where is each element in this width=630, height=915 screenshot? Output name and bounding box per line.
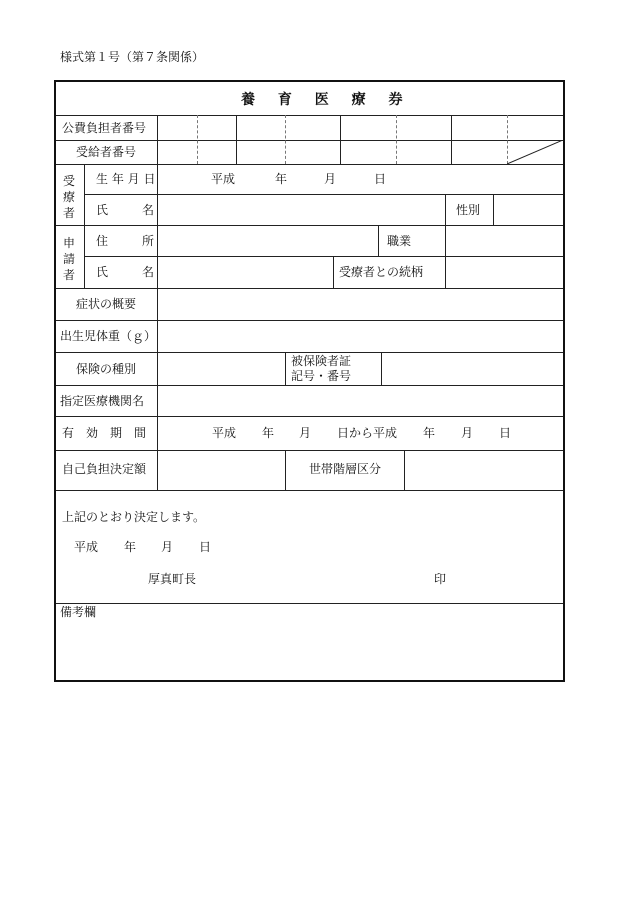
validity-to-day: 日 [499,426,512,440]
address-label-a: 住 [96,234,109,248]
applicant-label-1: 申 [63,236,76,250]
seal-mark: 印 [434,572,447,586]
validity-from-month: 月 [299,426,312,440]
birth-weight-label: 出生児体重（ｇ） [60,329,157,343]
validity-to-month: 月 [461,426,474,440]
dob-year: 年 [275,172,288,186]
decision-day: 日 [199,540,212,554]
applicant-label-2: 請 [63,252,76,266]
validity-label: 有 効 期 間 [62,426,147,440]
dob-day: 日 [374,172,387,186]
diagonal-slash [507,140,563,164]
decision-year: 年 [124,540,137,554]
insurance-type-label: 保険の種別 [76,362,137,376]
dob-month: 月 [324,172,337,186]
applicant-name-label-a: 氏 [96,265,109,279]
occupation-label: 職業 [387,234,412,248]
issuer-title: 厚真町長 [148,572,197,586]
patient-label-1: 受 [63,174,76,188]
patient-name-label-b: 名 [142,203,155,217]
public-burden-number-label: 公費負担者番号 [62,121,147,135]
validity-to-year: 年 [423,426,436,440]
copay-label: 自己負担決定額 [62,462,147,476]
validity-from-day-to-era: 日から平成 [337,426,398,440]
symptoms-label: 症状の概要 [76,297,137,311]
decision-month: 月 [161,540,174,554]
validity-from-era: 平成 [212,426,237,440]
patient-name-label-a: 氏 [96,203,109,217]
dob-era: 平成 [211,172,236,186]
patient-label-3: 者 [63,206,76,220]
patient-label-2: 療 [63,190,76,204]
form-title: 養 育 医 療 券 [241,92,412,108]
insured-card-label-1: 被保険者証 [291,354,352,368]
applicant-name-label-b: 名 [142,265,155,279]
designated-institution-label: 指定医療機関名 [60,394,145,408]
remarks-label: 備考欄 [60,605,97,619]
decision-statement: 上記のとおり決定します。 [62,510,206,524]
recipient-number-label: 受給者番号 [76,145,137,159]
form-reference: 様式第１号（第７条関係） [60,50,205,64]
household-class-label: 世帯階層区分 [309,462,382,476]
dob-label: 生 年 月 日 [96,172,156,186]
insured-card-label-2: 記号・番号 [291,369,352,383]
medical-coupon-form [54,80,565,682]
decision-era: 平成 [74,540,99,554]
applicant-label-3: 者 [63,268,76,282]
sex-label: 性別 [456,203,481,217]
validity-from-year: 年 [262,426,275,440]
relationship-label: 受療者との続柄 [339,265,424,279]
address-label-b: 所 [142,234,155,248]
